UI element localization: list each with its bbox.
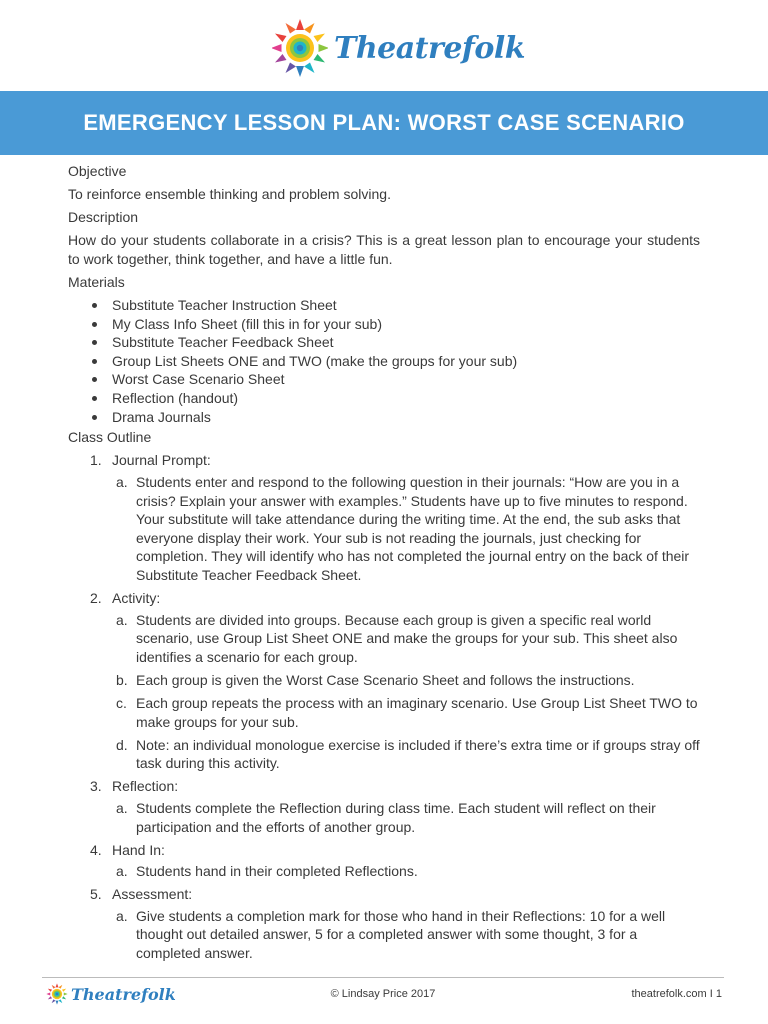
outline-substep xyxy=(68,799,700,836)
substep-letter: a. xyxy=(116,907,128,924)
footer-divider xyxy=(42,977,724,978)
outline-substep xyxy=(68,907,700,963)
copyright-text: © Lindsay Price 2017 xyxy=(330,988,436,1000)
substep-text: Give students a completion mark for those who hand in their Reflections: 10 for a well thought out detailed answer, 5 for a completed answer with some thought, 3 for a completed answer. xyxy=(136,907,666,962)
outline-step xyxy=(68,451,700,470)
step-number: 3. xyxy=(90,778,102,795)
substep-letter: b. xyxy=(116,671,128,688)
substep-text: Note: an individual monologue exercise is included if there’s extra time or if groups stray off task during this activity. xyxy=(136,736,700,772)
list-item: Substitute Teacher Feedback Sheet xyxy=(68,333,700,352)
substep-text: Students hand in their completed Reflections. xyxy=(136,863,418,880)
substep-text: Students complete the Reflection during class time. Each student will reflect on their participation and the efforts of another group. xyxy=(136,799,656,835)
brand-logo xyxy=(272,18,525,78)
substep-letter: a. xyxy=(116,799,128,816)
objective-heading: Objective xyxy=(68,163,127,179)
description-text: How do your students collaborate in a crisis? This is a great lesson plan to encourage your students to work together, think together, and have a little fun. xyxy=(68,232,700,267)
substep-letter: c. xyxy=(116,694,127,711)
site-and-page-number: theatrefolk.com I 1 xyxy=(631,988,722,1000)
outline-step xyxy=(68,589,700,608)
brand-name: Theatrefolk xyxy=(334,30,526,66)
list-item: Worst Case Scenario Sheet xyxy=(68,370,700,389)
outline-heading: Class Outline xyxy=(68,429,152,446)
footer-brand-name: Theatrefolk xyxy=(71,984,176,1004)
outline-substep xyxy=(68,694,700,731)
step-number: 2. xyxy=(90,589,102,606)
outline-substep xyxy=(68,611,700,667)
header-logo-area xyxy=(0,18,768,84)
substep-letter: d. xyxy=(116,736,128,753)
outline-substep xyxy=(68,671,700,690)
step-label: Assessment: xyxy=(112,886,193,903)
sunburst-logo-icon xyxy=(272,18,328,78)
substep-text: Each group is given the Worst Case Scenario Sheet and follows the instructions. xyxy=(136,671,635,688)
outline-step xyxy=(68,841,700,860)
list-item: My Class Info Sheet (fill this in for your sub) xyxy=(68,315,700,334)
outline-step xyxy=(68,777,700,796)
substep-text: Students are divided into groups. Because each group is given a specific real world scenario, use Group List Sheet ONE and make the groups for your sub. This sheet also identifies a scenario for each group. xyxy=(136,611,678,665)
step-label: Activity: xyxy=(112,589,161,606)
substep-letter: a. xyxy=(116,611,128,628)
objective-text: To reinforce ensemble thinking and problem solving. xyxy=(68,186,391,203)
lesson-content xyxy=(68,162,700,967)
substep-text: Each group repeats the process with an imaginary scenario. Use Group List Sheet TWO to make groups for your sub. xyxy=(136,694,698,730)
outline-substep xyxy=(68,862,700,881)
materials-list xyxy=(68,296,700,426)
outline-substep xyxy=(68,473,700,585)
list-item: Reflection (handout) xyxy=(68,389,700,408)
outline-substep xyxy=(68,736,700,773)
substep-letter: a. xyxy=(116,473,128,490)
page-title: EMERGENCY LESSON PLAN: WORST CASE SCENARIO xyxy=(83,110,685,135)
step-label: Journal Prompt: xyxy=(112,452,211,469)
outline-step xyxy=(68,885,700,904)
step-number: 4. xyxy=(90,841,102,858)
materials-heading: Materials xyxy=(68,273,125,290)
list-item: Group List Sheets ONE and TWO (make the groups for your sub) xyxy=(68,352,700,371)
step-label: Reflection: xyxy=(112,778,179,795)
title-banner xyxy=(0,91,768,155)
list-item: Drama Journals xyxy=(68,408,700,427)
substep-letter: a. xyxy=(116,863,128,880)
list-item: Substitute Teacher Instruction Sheet xyxy=(68,296,700,315)
description-heading: Description xyxy=(68,209,139,226)
step-number: 1. xyxy=(90,452,102,469)
step-label: Hand In: xyxy=(112,841,165,858)
substep-text: Students enter and respond to the following question in their journals: “How are you in a crisis? Explain your answer with examples.” Students have up to five minutes to respond. Your substitute will take attendance during the writing time. At the end, the sub asks that everyone display their work. Your sub is not reading the journals, just checking for completion. They will identify who has not completed the journal entry on the back of their Substitute Teacher Feedback Sheet. xyxy=(136,473,690,583)
page-footer xyxy=(42,983,724,1007)
step-number: 5. xyxy=(90,886,102,903)
